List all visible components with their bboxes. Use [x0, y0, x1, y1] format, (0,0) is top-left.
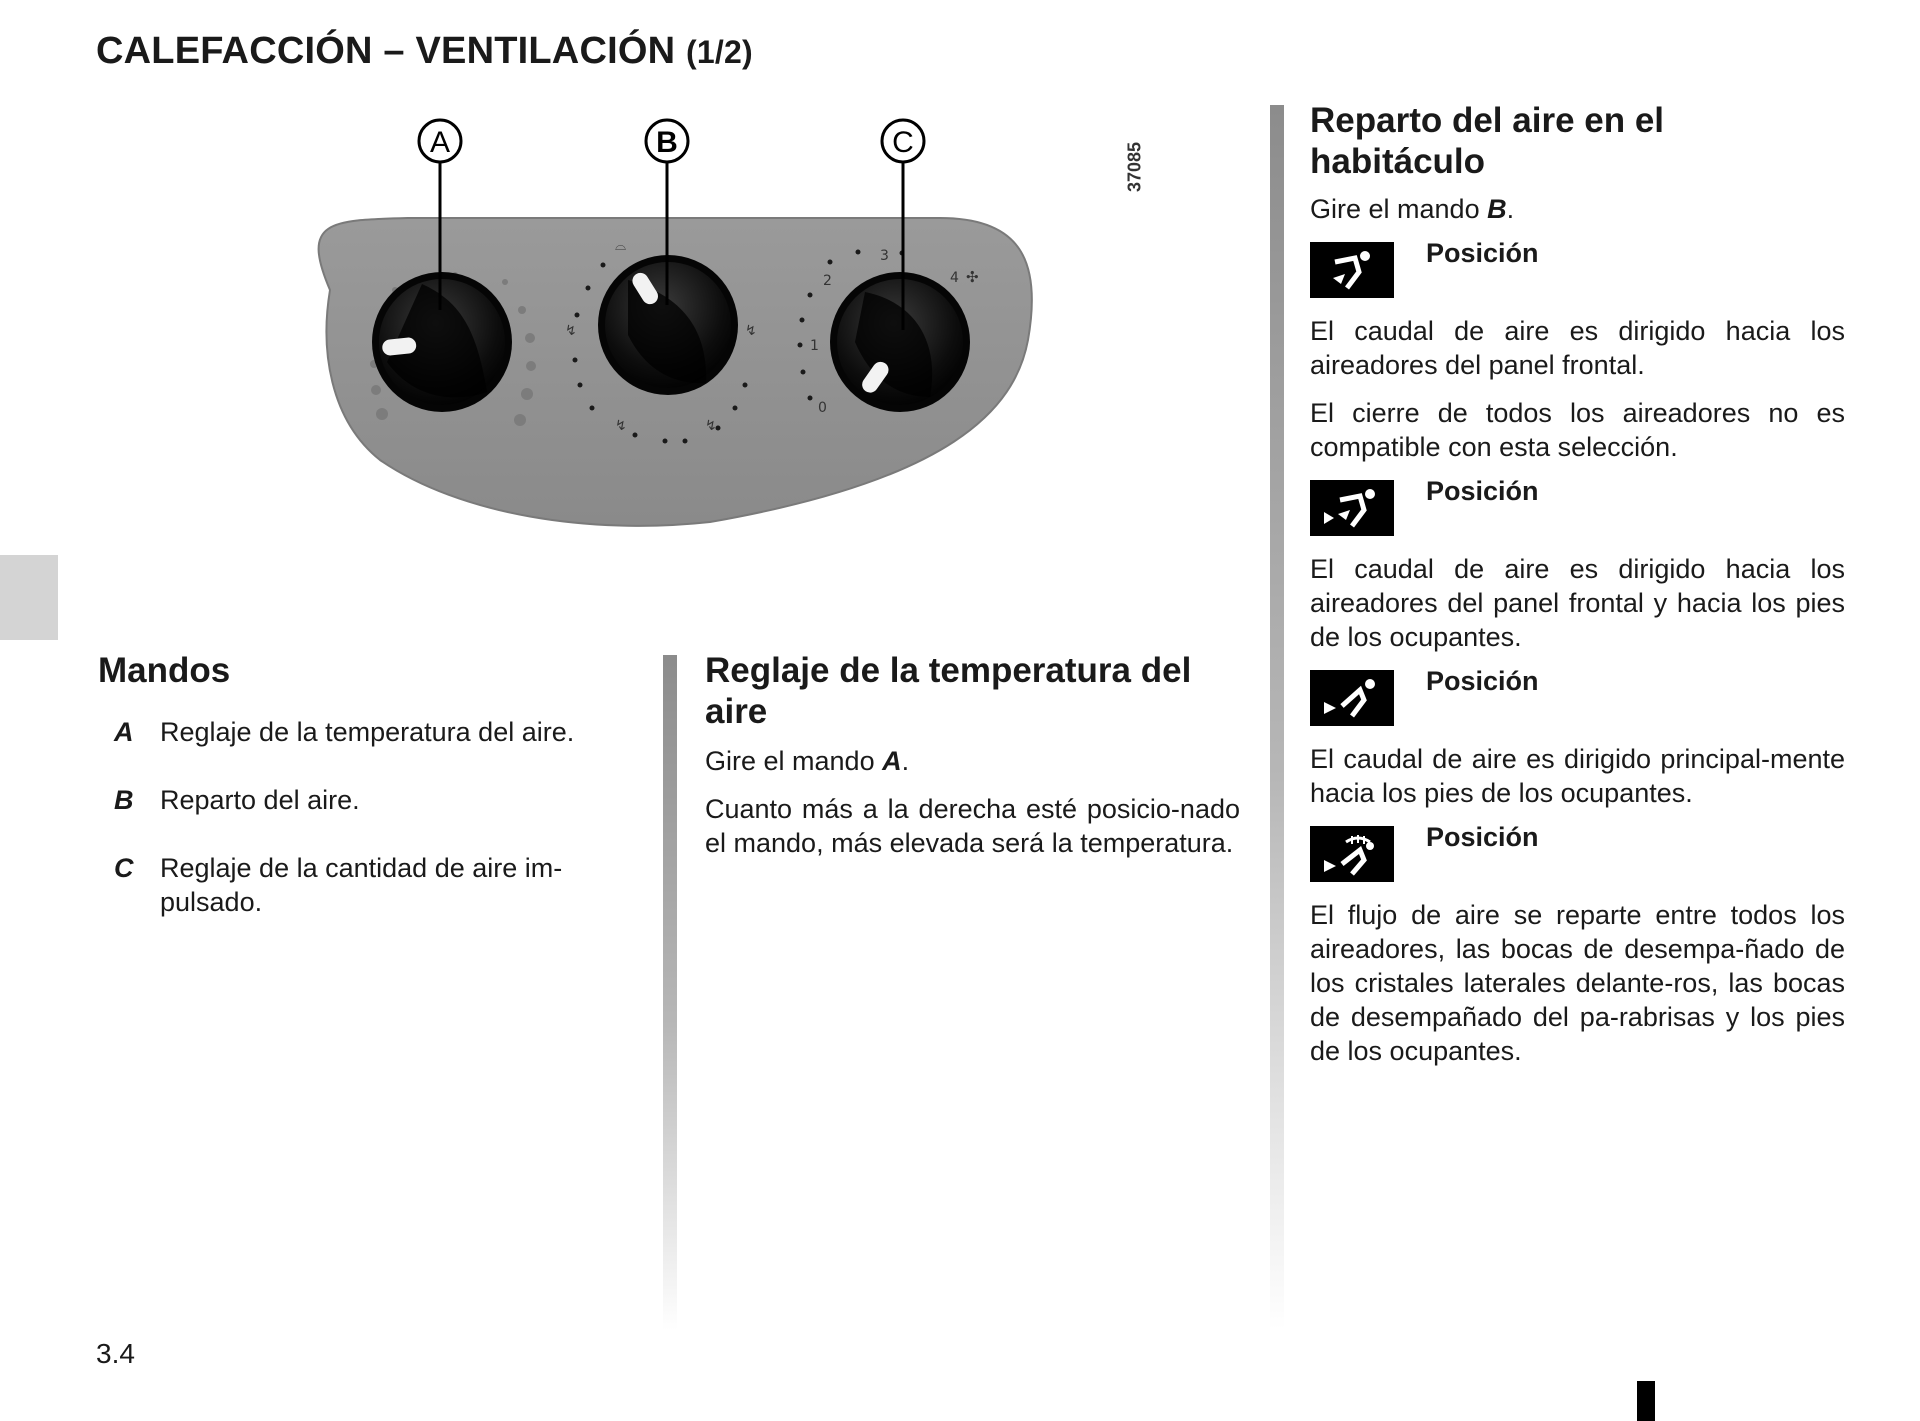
fan-icon: ✣ — [966, 268, 979, 286]
corner-mark — [1637, 1381, 1655, 1421]
page-title — [96, 30, 753, 73]
fan-scale-label-4: 4 — [950, 270, 959, 286]
mandos-list — [98, 715, 638, 919]
fan-scale-label-2: 2 — [823, 273, 832, 289]
face-feet-vent-icon — [1310, 480, 1394, 536]
temperature-heading: Reglaje de la temperatura del aire — [705, 651, 1192, 731]
callout-a: A — [429, 126, 451, 159]
heating-control-panel-figure — [290, 110, 1050, 540]
face-vent-icon — [1310, 242, 1394, 298]
feet-defrost-icon — [1310, 826, 1394, 882]
distribution-heading: Reparto del aire en el habitáculo — [1310, 101, 1665, 181]
knob-a — [372, 272, 512, 412]
callouts — [419, 120, 924, 162]
page-number: 3.4 — [96, 1338, 135, 1369]
distribution-instruction: Gire el mando B. — [1310, 194, 1515, 224]
position-row: Posición — [1310, 826, 1845, 882]
temperature-paragraph: Cuanto más a la derecha esté posicio-nado el mando, más elevada será la temperatura. — [705, 794, 1240, 858]
callout-c: C — [892, 126, 914, 159]
temperature-section — [705, 650, 1240, 860]
fan-scale-label-1: 1 — [810, 338, 819, 354]
column-divider-2 — [1270, 105, 1284, 1330]
fan-scale-label-3: 3 — [880, 248, 889, 264]
callout-b: B — [656, 126, 678, 159]
page-title-part: (1/2) — [686, 34, 753, 70]
distribution-section: Reparto del aire en el habitáculo Gire el mando B. Posición El caudal de aire es dirigido hacia los aireadores del panel frontal. El cierre de todos los aireadores no es compatible con esta selección. Posición El caudal de aire es dirigido hacia los aireadores del panel frontal y hacia los pies de los ocupantes. Posición El caudal de aire es dirigido principal-mente hacia los pies de los ocupantes. Posición El flujo de aire se reparte entre todos los aireadores, las bocas de desempa-ñado de los cristales laterales delante-ros, las bocas de desempañado del pa-rabrisas y los pies de los ocupantes. — [1310, 101, 1845, 1066]
figure-number: 37085 — [1124, 141, 1145, 193]
svg-text:↯: ↯ — [705, 418, 717, 434]
svg-text:↯: ↯ — [745, 323, 757, 339]
feet-vent-icon — [1310, 670, 1394, 726]
svg-text:↯: ↯ — [615, 418, 627, 434]
svg-text:↯: ↯ — [565, 323, 577, 339]
position-row: Posición — [1310, 242, 1845, 298]
mandos-heading: Mandos — [98, 651, 231, 690]
page-title-text: CALEFACCIÓN – VENTILACIÓN — [96, 30, 676, 72]
column-divider-1 — [663, 655, 677, 1330]
temperature-instruction: Gire el mando A. — [705, 746, 910, 776]
mandos-section — [98, 650, 638, 919]
list-item: B Reparto del aire. — [114, 785, 360, 815]
position-row: Posición — [1310, 480, 1845, 536]
list-item: A Reglaje de la temperatura del aire. — [114, 717, 575, 747]
knob-c — [830, 272, 970, 412]
fan-scale-label-0: 0 — [818, 400, 827, 416]
section-tab — [0, 555, 58, 640]
position-row: Posición — [1310, 670, 1845, 726]
list-item: C Reglaje de la cantidad de aire im- pulsado. — [114, 853, 563, 917]
svg-text:⌓: ⌓ — [615, 238, 627, 254]
